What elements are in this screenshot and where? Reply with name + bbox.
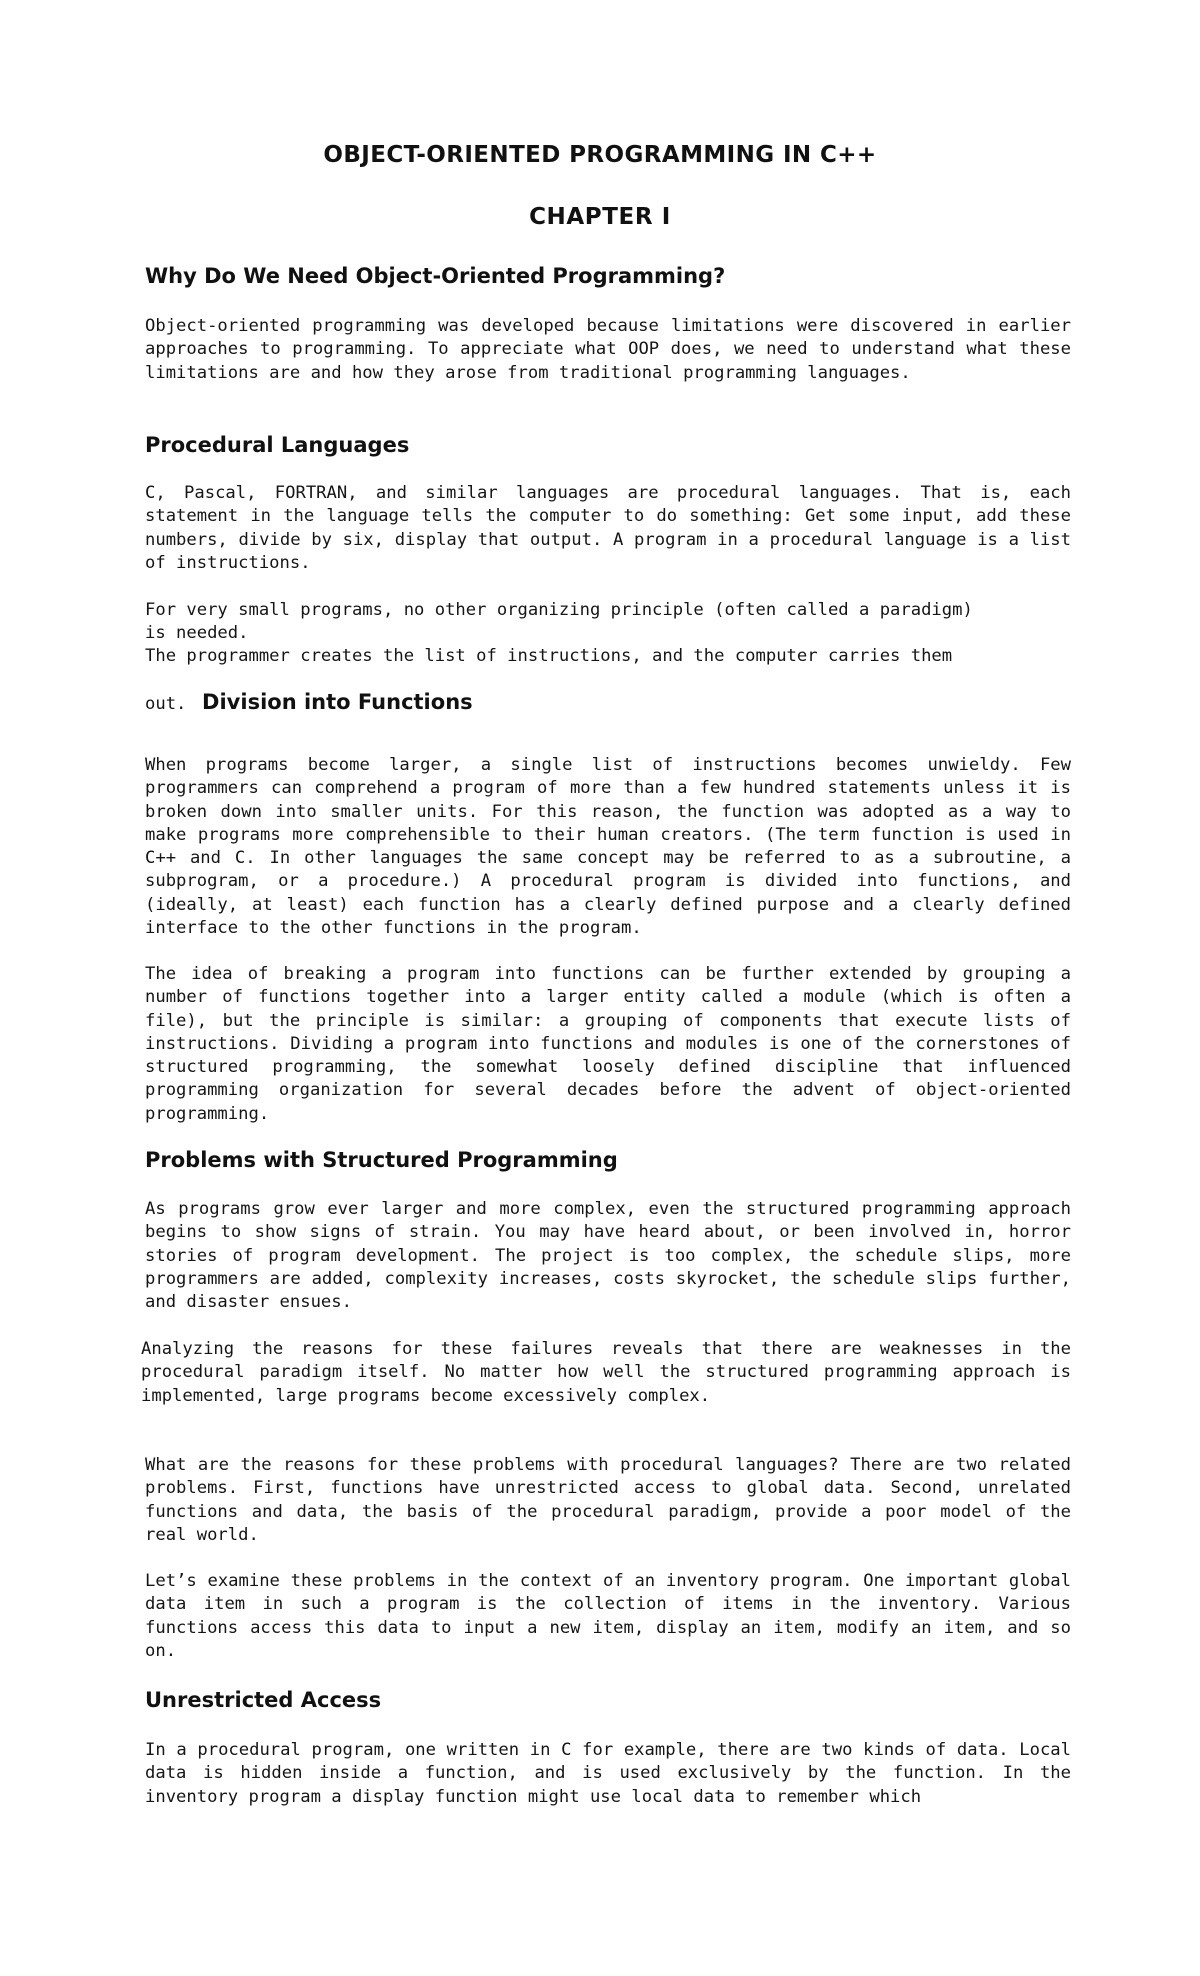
text-line-small-programs-2: is needed. (145, 623, 249, 643)
text-out-word: out. (145, 694, 187, 714)
paragraph-unrestricted-access: In a procedural program, one written in C for example, there are two kinds of data. Local data is hidden inside a function, and is used exclusively by the function. In the inventory program a display function might use local data to remember which (145, 1740, 1071, 1807)
chapter-heading: CHAPTER I (529, 204, 671, 230)
section-heading-unrestricted-access: Unrestricted Access (145, 1688, 382, 1712)
paragraph-problems-4: Let’s examine these problems in the context of an inventory program. One important global data item in such a program is the collection of items in the inventory. Various functions access this data to input a new item, display an item, modify an item, and so on. (145, 1571, 1071, 1661)
text-line-small-programs-1: For very small programs, no other organizing principle (often called a paradigm) (145, 600, 973, 620)
paragraph-problems-2: Analyzing the reasons for these failures reveals that there are weaknesses in the procedural paradigm itself. No matter how well the structured programming approach is implemented, large programs become excessively complex. (141, 1339, 1071, 1406)
section-heading-division-into-functions: Division into Functions (202, 690, 473, 714)
section-heading-procedural-languages: Procedural Languages (145, 433, 410, 457)
paragraph-division-2: The idea of breaking a program into functions can be further extended by grouping a number of functions together into a larger entity called a module (which is often a file), but the principle is similar: a grouping of components that execute lists of instructions. Dividing a program into functions and modules is one of the cornerstones of structured programming, the somewhat loosely defined discipline that influenced programming organization for several decades before the advent of object-oriented programming. (145, 964, 1071, 1124)
paragraph-problems-3: What are the reasons for these problems with procedural languages? There are two related problems. First, functions have unrestricted access to global data. Second, unrelated functions and data, the basis of the procedural paradigm, provide a poor model of the real world. (145, 1455, 1071, 1545)
section-heading-problems-structured: Problems with Structured Programming (145, 1148, 618, 1172)
paragraph-why-oop: Object-oriented programming was developed because limitations were discovered in earlier approaches to programming. To appreciate what OOP does, we need to understand what these limitations are and how they arose from traditional programming languages. (145, 316, 1071, 383)
paragraph-procedural-languages: C, Pascal, FORTRAN, and similar languages are procedural languages. That is, each statement in the language tells the computer to do something: Get some input, add these numbers, divide by six, display that output. A program in a procedural language is a list of instructions. (145, 483, 1071, 573)
paragraph-problems-1: As programs grow ever larger and more complex, even the structured programming approach begins to show signs of strain. You may have heard about, or been involved in, horror stories of program development. The project is too complex, the schedule slips, more programmers are added, complexity increases, costs skyrocket, the schedule slips further, and disaster ensues. (145, 1199, 1071, 1313)
out-heading-line (145, 690, 473, 714)
paragraph-division-1: When programs become larger, a single list of instructions becomes unwieldy. Few programmers can comprehend a program of more than a few hundred statements unless it is broken down into smaller units. For this reason, the function was adopted as a way to make programs more comprehensible to their human creators. (The term function is used in C++ and C. In other languages the same concept may be referred to as a subroutine, a subprogram, or a procedure.) A procedural program is divided into functions, and (ideally, at least) each function has a clearly defined purpose and a clearly defined interface to the other functions in the program. (145, 755, 1071, 939)
section-heading-why-oop: Why Do We Need Object-Oriented Programming? (145, 264, 726, 288)
document-title: OBJECT-ORIENTED PROGRAMMING IN C++ (323, 142, 877, 168)
text-line-small-programs-3: The programmer creates the list of instructions, and the computer carries them (145, 646, 953, 666)
